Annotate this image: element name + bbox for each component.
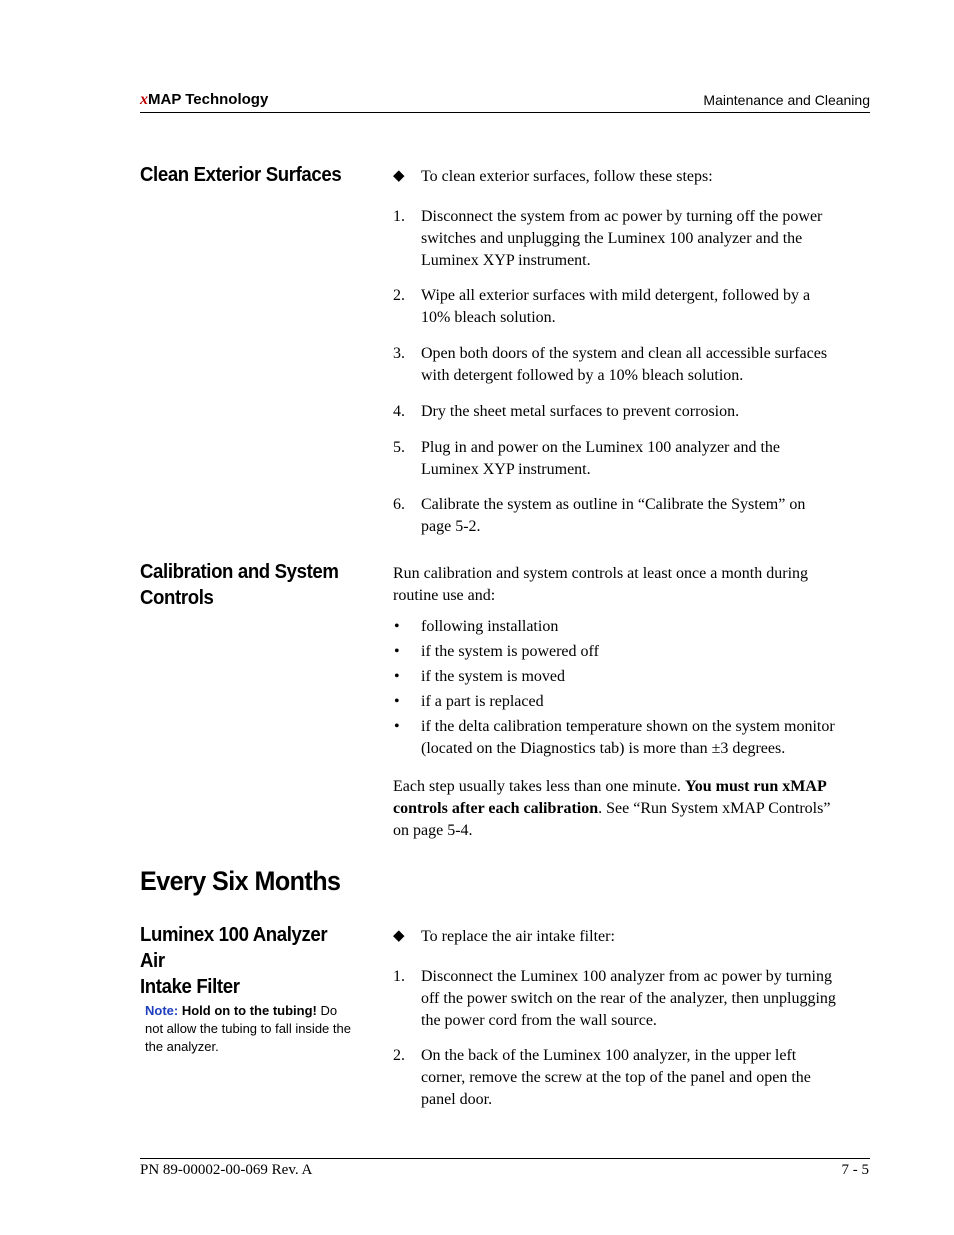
heading-calibration: Calibration and System Controls	[140, 561, 339, 609]
heading-air-intake-filter: Luminex 100 Analyzer Air Intake Filter	[140, 924, 328, 998]
bullet-item: if the system is moved	[421, 668, 565, 685]
step-text: Disconnect the Luminex 100 analyzer from ac power by turning off the power switch on the rear of the analyzer, then unplugging the power cord from the wall source.	[421, 968, 836, 1029]
header-rule	[140, 112, 870, 113]
step-text: Disconnect the system from ac power by turning off the power switches and unplugging the Luminex 100 analyzer and the Luminex XYP instrument.	[421, 208, 823, 269]
bullet-dot: •	[394, 618, 400, 635]
note-label: Note:	[145, 1003, 179, 1018]
calibration-intro: Run calibration and system controls at least once a month during routine use and:	[393, 565, 809, 604]
diamond-bullet-icon: ◆	[393, 928, 405, 944]
step-number: 3.	[393, 345, 405, 362]
brand-x: x	[140, 91, 148, 108]
part-number: PN 89-00002-00-069 Rev. A	[140, 1162, 313, 1178]
heading-clean-exterior: Clean Exterior Surfaces	[140, 164, 342, 186]
heading-every-six-months: Every Six Months	[140, 866, 341, 896]
step-number: 2.	[393, 287, 405, 304]
bullet-dot: •	[394, 693, 400, 710]
bullet-dot: •	[394, 668, 400, 685]
step-number: 5.	[393, 439, 405, 456]
step-text: Dry the sheet metal surfaces to prevent corrosion.	[421, 403, 740, 420]
brand-title	[140, 91, 268, 109]
section-title: Maintenance and Cleaning	[703, 92, 870, 108]
diamond-bullet-icon: ◆	[393, 168, 405, 184]
note-callout: Note: Hold on to the tubing! Do not allow the tubing to fall inside the the analyzer.	[145, 1003, 351, 1054]
note-bold: Hold on to the tubing!	[181, 1003, 317, 1018]
step-number: 1.	[393, 208, 405, 225]
step-text: Plug in and power on the Luminex 100 analyzer and the Luminex XYP instrument.	[421, 439, 781, 478]
bullet-item: following installation	[421, 618, 559, 635]
step-text: Calibrate the system as outline in “Calibrate the System” on page 5-2.	[421, 496, 806, 535]
clean-exterior-intro: To clean exterior surfaces, follow these steps:	[421, 168, 713, 185]
page-number: 7 - 5	[841, 1162, 869, 1178]
bullet-dot: •	[394, 643, 400, 660]
step-number: 2.	[393, 1047, 405, 1064]
step-number: 6.	[393, 496, 405, 513]
step-number: 1.	[393, 968, 405, 985]
bullet-item: if the delta calibration temperature shown on the system monitor (located on the Diagnostics tab) is more than ±3 degrees.	[421, 718, 835, 757]
bullet-dot: •	[394, 718, 400, 735]
calibration-closing: Each step usually takes less than one minute. You must run xMAP controls after each calibration. See “Run System xMAP Controls” on page 5-4.	[393, 778, 831, 839]
brand-rest: MAP Technology	[148, 91, 269, 108]
bullet-item: if the system is powered off	[421, 643, 599, 660]
step-text: On the back of the Luminex 100 analyzer, in the upper left corner, remove the screw at the top of the panel and open the panel door.	[421, 1047, 811, 1108]
air-filter-intro: To replace the air intake filter:	[421, 928, 615, 945]
step-number: 4.	[393, 403, 405, 420]
bullet-item: if a part is replaced	[421, 693, 544, 710]
step-text: Open both doors of the system and clean all accessible surfaces with detergent followed by a 10% bleach solution.	[421, 345, 828, 384]
step-text: Wipe all exterior surfaces with mild detergent, followed by a 10% bleach solution.	[421, 287, 811, 326]
footer-rule	[140, 1158, 870, 1159]
